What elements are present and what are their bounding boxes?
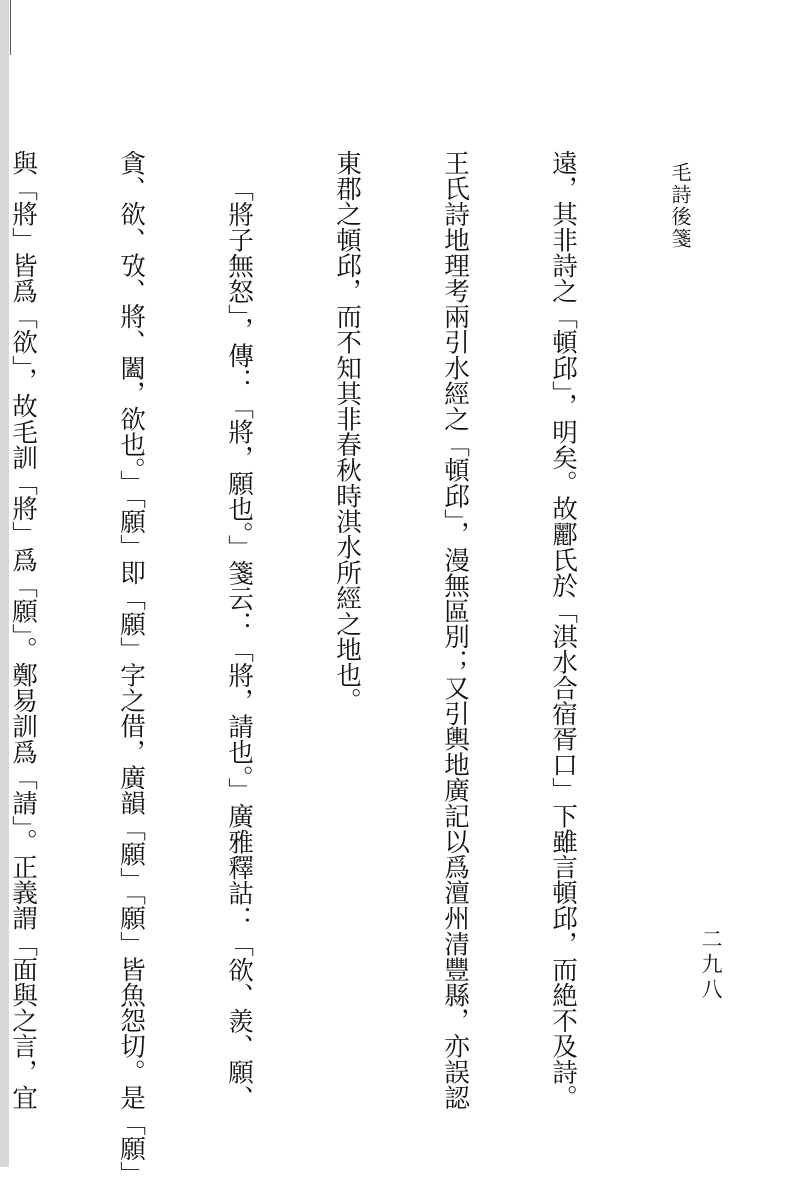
text-column: 「將子無怒」，傳：「將，願也。」箋云：「將，請也。」廣雅釋詁：「欲、羨、願、 [224,176,254,1111]
text-column: 遠，其非詩之「頓邱」，明矣。故酈氏於「淇水合宿胥口」下雖言頓邱，而絶不及詩。 [548,150,578,1110]
main-text-body [8,150,653,1187]
text-column: 東郡之頓邱，而不知其非春秋時淇水所經之地也。 [332,150,362,714]
text-column: 與「將」皆爲「欲」，故毛訓「將」爲「願」。鄭易訓爲「請」。正義謂「面與之言，宜 [8,150,38,1110]
scan-corner-mark [10,0,11,55]
page-number: 二九八 [699,928,723,1003]
text-column: 王氏詩地理考兩引水經之「頓邱」，漫無區別；又引輿地廣記以爲澶州清豐縣，亦誤認 [440,150,470,1110]
text-column: 貪、欲、攷、將、闔，欲也。」「願」即「願」字之借，廣韻「願」「願」皆魚怨切。是「願」 [116,150,146,1187]
running-title: 毛詩後箋 [668,162,692,250]
